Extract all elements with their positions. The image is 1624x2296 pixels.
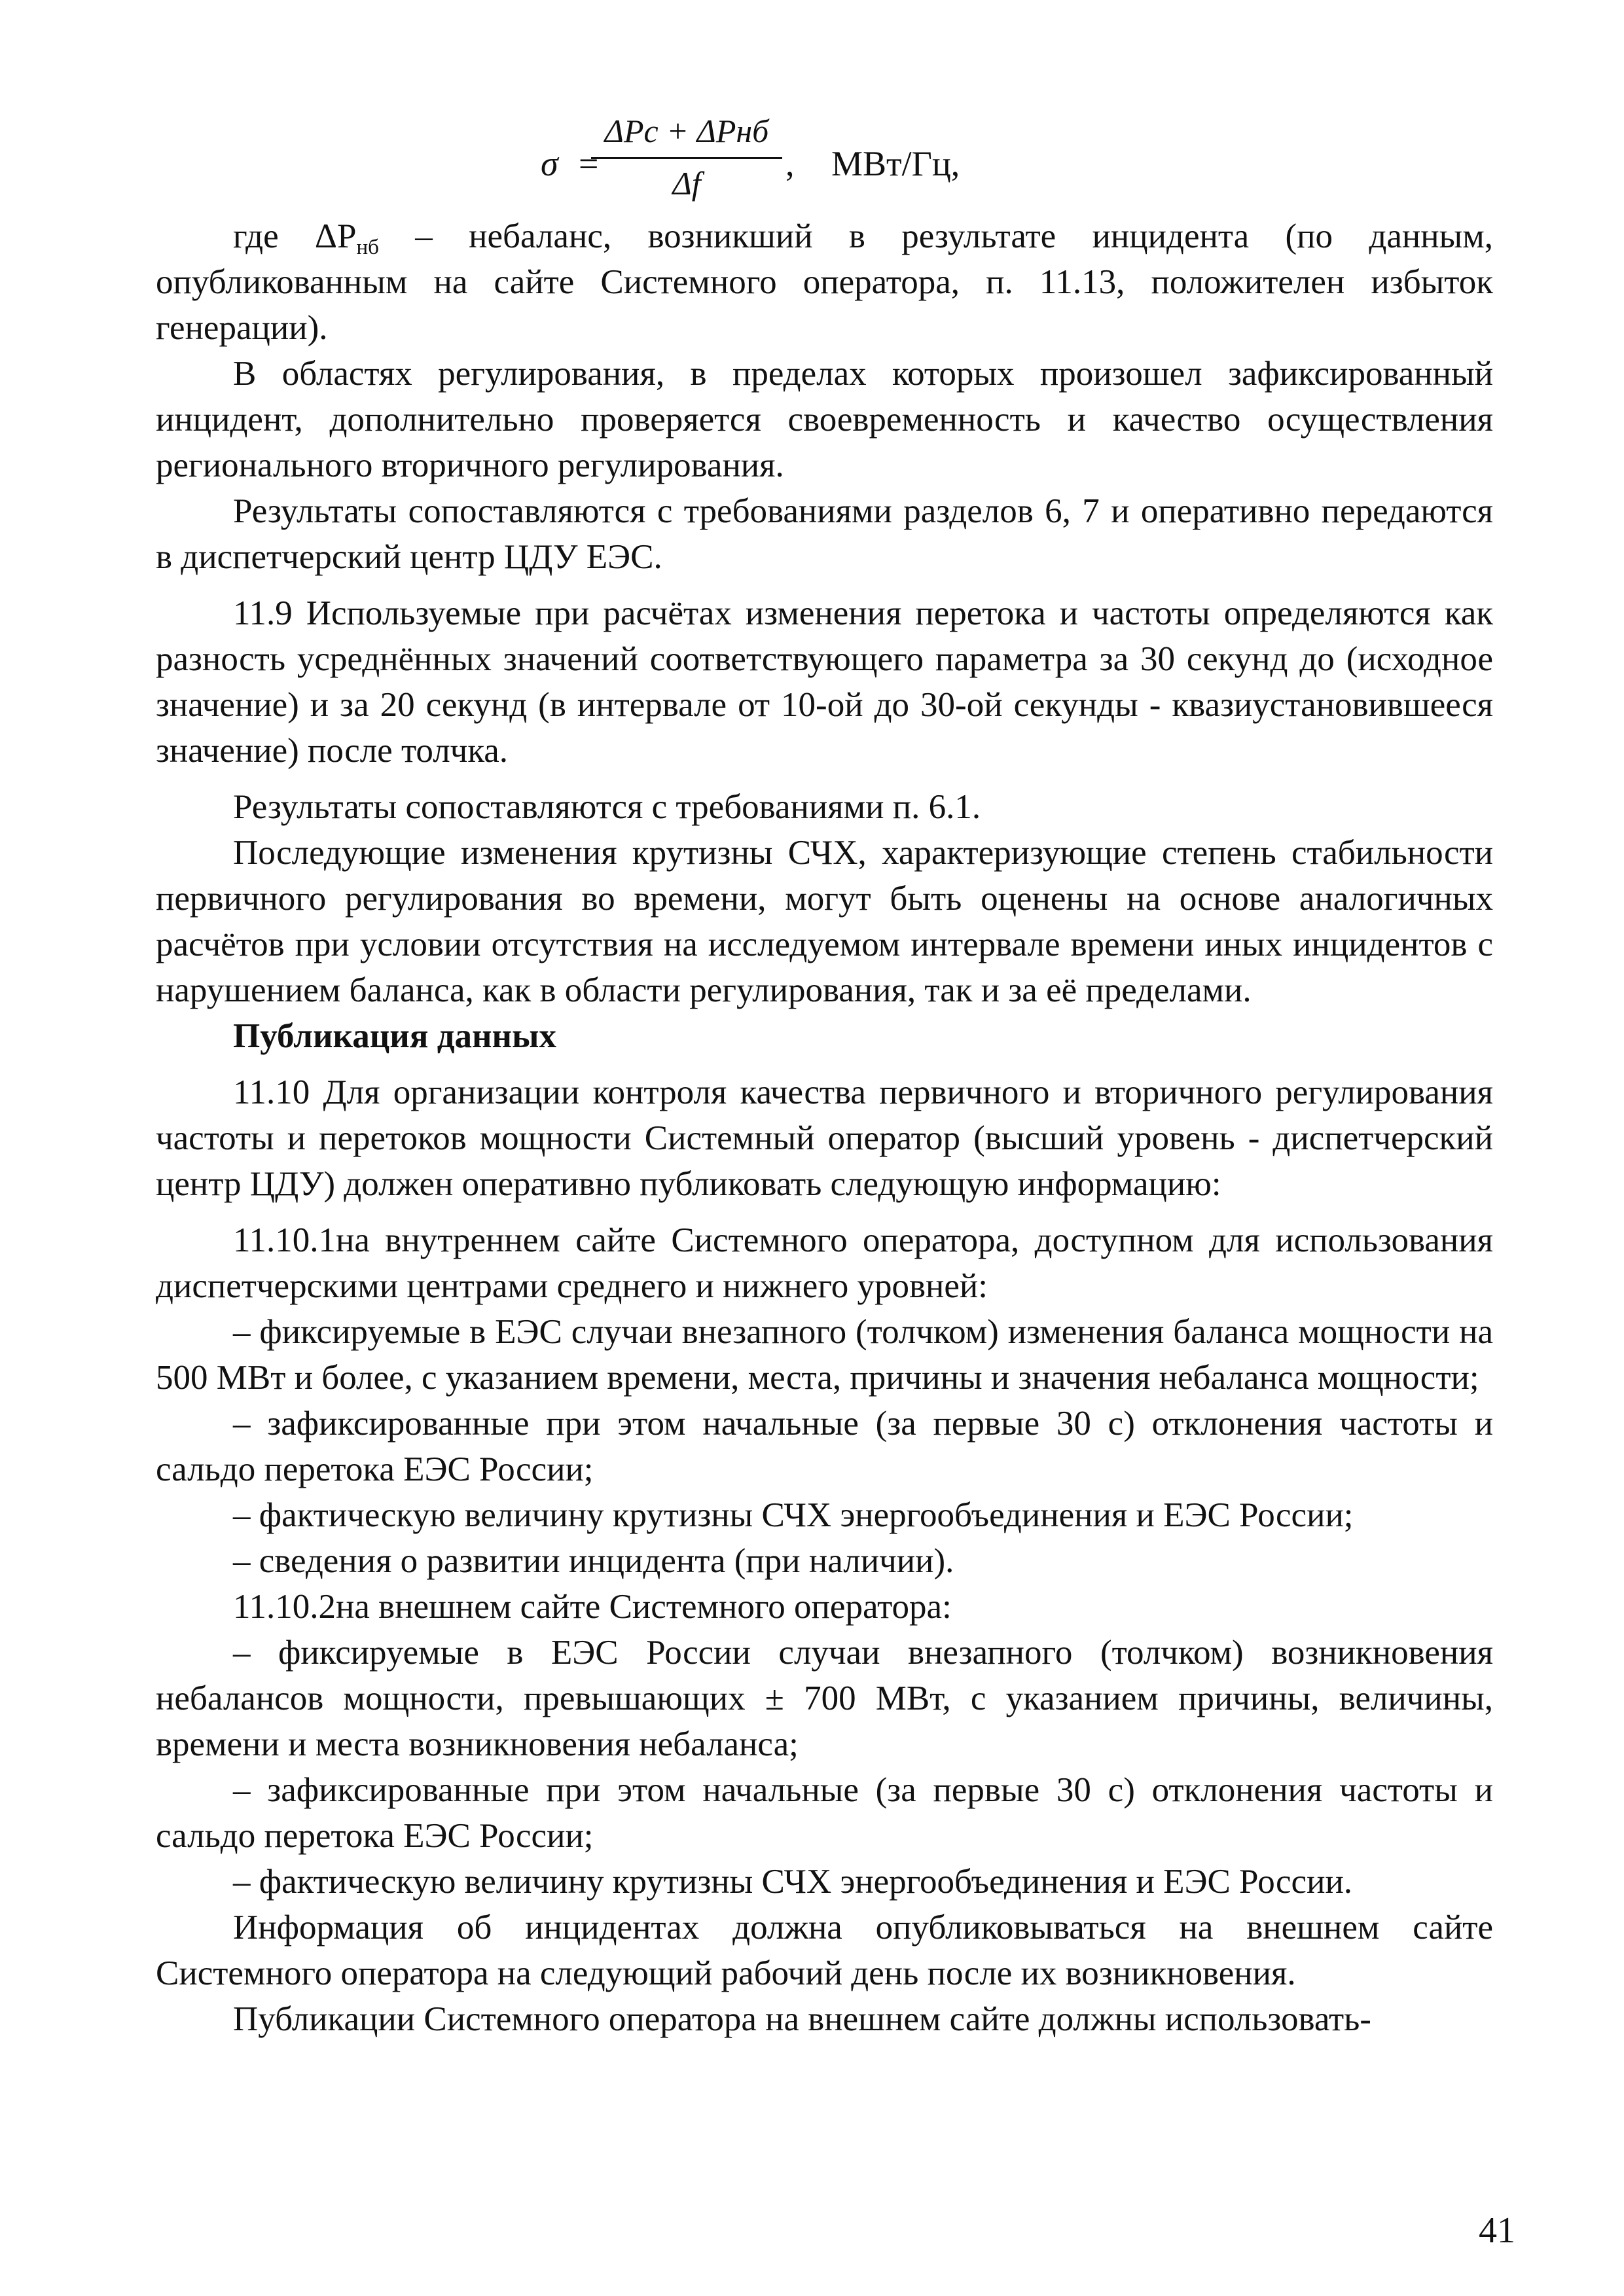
list-item: – сведения о развитии инцидента (при наличии). xyxy=(233,1542,954,1580)
paragraph: Результаты сопоставляются с требованиями п. 6.1. xyxy=(233,788,981,826)
page-number: 41 xyxy=(1479,2210,1515,2251)
formula-equals: = xyxy=(579,144,599,183)
paragraph-imbalance-definition xyxy=(156,213,1493,351)
paragraph: В областях регулирования, в пределах которых произошел зафиксированный инцидент, дополнительно проверяется своевременность и качество осуществления регионального вторичного регулирования. xyxy=(156,355,1493,484)
list-item: – фиксируемые в ЕЭС России случаи внезапного (толчком) возникновения небалансов мощности, превышающих ± 700 МВт, с указанием причины, величины, времени и места возникновения небаланса; xyxy=(156,1634,1493,1763)
list-item: – зафиксированные при этом начальные (за первые 30 с) отклонения частоты и сальдо перетока ЕЭС России; xyxy=(156,1405,1493,1488)
subscript: нб xyxy=(356,236,379,259)
formula-sigma: σ xyxy=(541,144,558,183)
paragraph-section-11-10-1: 11.10.1на внутреннем сайте Системного оператора, доступном для использования диспетчерскими центрами среднего и нижнего уровней: xyxy=(156,1221,1493,1305)
paragraph-section-11-10-2: 11.10.2на внешнем сайте Системного оператора: xyxy=(233,1588,952,1626)
formula-block xyxy=(156,98,1493,213)
section-heading: Публикация данных xyxy=(233,1017,556,1055)
list-item: – фактическую величину крутизны СЧХ энергообъединения и ЕЭС России. xyxy=(233,1863,1353,1901)
formula-denominator: Δf xyxy=(672,165,701,202)
paragraph: Результаты сопоставляются с требованиями разделов 6, 7 и оперативно передаются в диспетчерский центр ЦДУ ЕЭС. xyxy=(156,492,1493,576)
paragraph-text: где ΔP xyxy=(233,217,357,255)
paragraph-section-11-10: 11.10 Для организации контроля качества первичного и вторичного регулирования частоты и перетоков мощности Системный оператор (высший уровень - диспетчерский центр ЦДУ) должен оперативно публиковать следующую информацию: xyxy=(156,1073,1493,1203)
formula-numerator: ΔPс + ΔPнб xyxy=(604,113,769,149)
paragraph-section-11-9: 11.9 Используемые при расчётах изменения перетока и частоты определяются как разность усреднённых значений соответствующего параметра за 30 секунд до (исходное значение) и за 20 секунд (в интервале от 10-ой до 30-ой секунды - квазиустановившееся значение) после толчка. xyxy=(156,594,1493,770)
formula-comma: , xyxy=(785,144,795,183)
list-item: – зафиксированные при этом начальные (за первые 30 с) отклонения частоты и сальдо перетока ЕЭС России; xyxy=(156,1771,1493,1855)
paragraph: Информация об инцидентах должна опубликовываться на внешнем сайте Системного оператора на следующий рабочий день после их возникновения. xyxy=(156,1909,1493,1992)
formula-unit: МВт/Гц, xyxy=(831,144,960,183)
list-item: – фактическую величину крутизны СЧХ энергообъединения и ЕЭС России; xyxy=(233,1496,1354,1534)
paragraph: Публикации Системного оператора на внешнем сайте должны использовать- xyxy=(233,2000,1371,2038)
list-item: – фиксируемые в ЕЭС случаи внезапного (толчком) изменения баланса мощности на 500 МВт и более, с указанием времени, места, причины и значения небаланса мощности; xyxy=(156,1313,1493,1397)
paragraph: Последующие изменения крутизны СЧХ, характеризующие степень стабильности первичного регулирования во времени, могут быть оценены на основе аналогичных расчётов при условии отсутствия на исследуемом интервале времени иных инцидентов с нарушением баланса, как в области регулирования, так и за её пределами. xyxy=(156,834,1493,1009)
paragraph-text: – небаланс, возникший в результате инцидента (по данным, опубликованным на сайте Системного оператора, п. 11.13, положителен избыток генерации). xyxy=(156,217,1493,347)
formula-fraction-bar xyxy=(591,157,782,159)
